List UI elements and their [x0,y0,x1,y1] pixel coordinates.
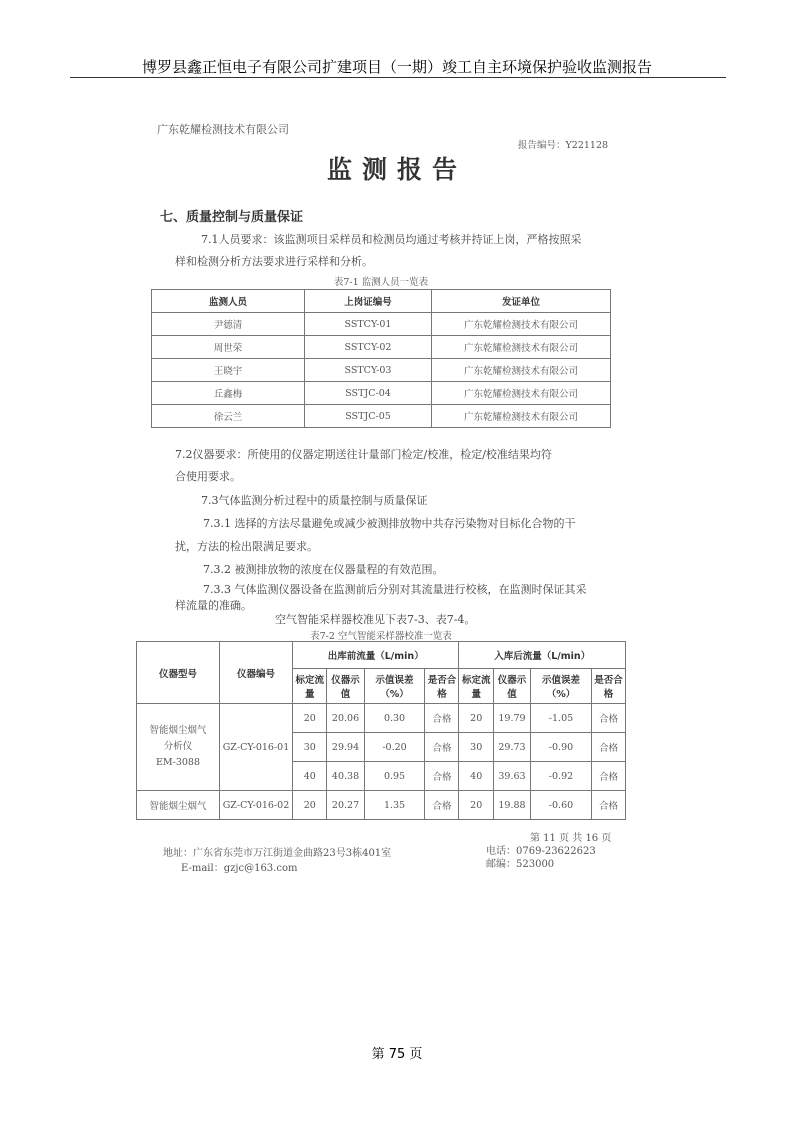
calibration-table [136,641,626,820]
table-row [137,704,626,733]
table-cell: 40 [459,762,493,791]
company-name: 广东乾耀检测技术有限公司 [157,123,289,136]
table-cell: 39.63 [493,762,530,791]
table-row [137,791,626,820]
table-cell: SSTJC-05 [305,405,432,428]
table-header-row [137,642,626,669]
table-header-cell: 是否合格 [425,669,459,704]
page-number: 第 75 页 [371,1047,423,1062]
table-header-cell: 仪器型号 [137,642,220,704]
paragraph-7-3-3-line1: 7.3.3 气体监测仪器设备在监测前后分别对其流量进行校核，在监测时保证其采 [203,583,587,596]
table2-caption: 表7-2 空气智能采样器校准一览表 [310,631,452,642]
table-cell: 40.38 [327,762,364,791]
page-header-title: 博罗县鑫正恒电子有限公司扩建项目（一期）竣工自主环境保护验收监测报告 [141,58,652,76]
table-header-cell: 仪器示值 [327,669,364,704]
paragraph-7-1-line2: 样和检测分析方法要求进行采样和分析。 [175,255,373,268]
table-header-cell: 发证单位 [432,290,611,313]
footer-contact-right [486,832,611,871]
table-cell: 王晓宇 [152,359,305,382]
table-cell: SSTJC-04 [305,382,432,405]
table-cell: 合格 [591,704,625,733]
table-cell: 20 [293,791,327,820]
paragraph-7-3-3-line2: 样流量的准确。 [175,599,252,612]
footer-page-count: 第 11 页 共 16 页 [530,833,612,844]
table-cell: 广东乾耀检测技术有限公司 [432,405,611,428]
table-row [152,405,611,428]
table-cell: -0.90 [531,733,592,762]
header-divider [70,77,726,78]
table-header-row [152,290,611,313]
device-model-cell: 智能烟尘烟气 [137,791,220,820]
table-cell: 19.79 [493,704,530,733]
table-header-cell: 监测人员 [152,290,305,313]
table-cell: 广东乾耀检测技术有限公司 [432,313,611,336]
table-cell: 合格 [425,733,459,762]
device-model-cell [137,704,220,791]
paragraph-7-3-1-line1: 7.3.1 选择的方法尽量避免或减少被测排放物中共存污染物对目标化合物的干 [203,517,576,530]
table-cell: 20 [293,704,327,733]
table-cell: 合格 [591,791,625,820]
table-cell: 广东乾耀检测技术有限公司 [432,336,611,359]
table-header-cell: 仪器示值 [493,669,530,704]
table-cell: -0.20 [364,733,425,762]
table-cell: 合格 [425,704,459,733]
table-cell: SSTCY-02 [305,336,432,359]
report-number: 报告编号：Y221128 [518,140,609,151]
table-cell: -0.92 [531,762,592,791]
device-name-line: 智能烟尘烟气 [149,725,207,736]
table-header-cell: 示值误差（%） [531,669,592,704]
section-heading: 七、质量控制与质量保证 [160,210,304,225]
paragraph-7-2-line1: 7.2仪器要求：所使用的仪器定期送往计量部门检定/校准，检定/校准结果均符 [175,448,552,461]
table-row [152,382,611,405]
table-header-group: 入库后流量（L/min） [459,642,626,669]
table-cell: 20 [459,704,493,733]
table-cell: 广东乾耀检测技术有限公司 [432,359,611,382]
table-cell: 合格 [591,762,625,791]
footer-phone: 电话：0769-23622623 [486,846,596,857]
footer-contact-left [163,846,391,876]
table-row [152,313,611,336]
table-cell: 合格 [425,762,459,791]
footer-postcode: 邮编：523000 [486,859,555,870]
table-cell: -1.05 [531,704,592,733]
paragraph-7-3: 7.3气体监测分析过程中的质量控制与质量保证 [201,494,428,507]
table-cell: SSTCY-01 [305,313,432,336]
table-cell: 徐云兰 [152,405,305,428]
table-cell: 20.27 [327,791,364,820]
table-header-cell: 标定流量 [459,669,493,704]
table-cell: 29.94 [327,733,364,762]
table-cell: 丘鑫梅 [152,382,305,405]
report-title: 监测报告 [326,155,467,184]
table-header-group: 出库前流量（L/min） [293,642,459,669]
table-cell: 30 [459,733,493,762]
paragraph-7-3-1-line2: 扰，方法的检出限满足要求。 [175,540,318,553]
table-cell: SSTCY-03 [305,359,432,382]
table-cell: 广东乾耀检测技术有限公司 [432,382,611,405]
device-name-line: 分析仪 [163,741,193,752]
paragraph-7-3-2: 7.3.2 被测排放物的浓度在仪器量程的有效范围。 [203,563,444,576]
table-header-cell: 标定流量 [293,669,327,704]
table-cell: 20 [459,791,493,820]
table1-caption: 表7-1 监测人员一览表 [333,277,429,288]
table-cell: 合格 [425,791,459,820]
footer-address: 地址：广东省东莞市万江街道金曲路23号3栋401室 [163,848,392,859]
table-header-cell: 示值误差（%） [364,669,425,704]
device-id-cell: GZ-CY-016-02 [220,791,293,820]
table-cell: 29.73 [493,733,530,762]
table-cell: 40 [293,762,327,791]
table-cell: 尹德清 [152,313,305,336]
paragraph-7-2-line2: 合使用要求。 [175,470,241,483]
paragraph-7-3-3-line3: 空气智能采样器校准见下表7-3、表7-4。 [275,613,476,626]
table-cell: 周世荣 [152,336,305,359]
table-cell: 19.88 [493,791,530,820]
table-cell: 1.35 [364,791,425,820]
table-cell: 合格 [591,733,625,762]
device-id-cell: GZ-CY-016-01 [220,704,293,791]
table-header-cell: 是否合格 [591,669,625,704]
table-cell: 0.95 [364,762,425,791]
footer-email: E-mail：gzjc@163.com [181,863,298,874]
table-row [152,336,611,359]
table-cell: -0.60 [531,791,592,820]
table-header-cell: 仪器编号 [220,642,293,704]
personnel-table [151,289,611,428]
table-cell: 30 [293,733,327,762]
table-header-cell: 上岗证编号 [305,290,432,313]
table-cell: 0.30 [364,704,425,733]
device-name-line: EM-3088 [155,757,201,768]
table-row [152,359,611,382]
paragraph-7-1-line1: 7.1人员要求：该监测项目采样员和检测员均通过考核并持证上岗，严格按照采 [201,233,582,246]
table-cell: 20.06 [327,704,364,733]
